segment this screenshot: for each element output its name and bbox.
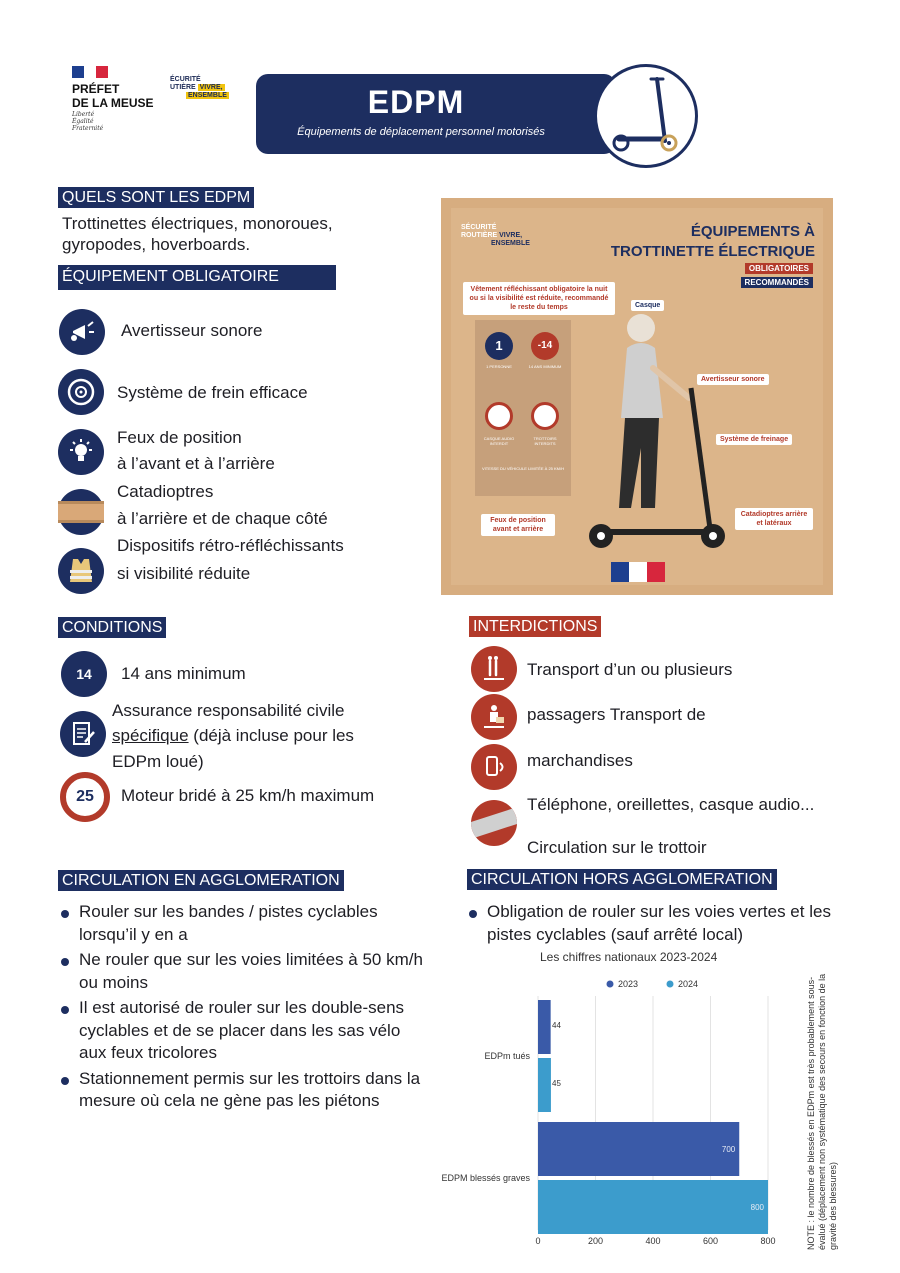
devise: Liberté Égalité Fraternité — [72, 111, 104, 132]
poster-pictogram-panel — [475, 320, 571, 496]
horn-icon — [59, 309, 105, 355]
edpm-line2: gyropodes, hoverboards. — [62, 235, 251, 254]
agglo-heading: CIRCULATION EN AGGLOMERATION — [58, 870, 344, 891]
chart-note: NOTE : le nombre de blessés en EDPm est très probablement sous-évalué (déplacement non systématique des secours en fonction de la gravité des blessures) — [806, 973, 838, 1250]
poster-flag-logo — [611, 562, 665, 582]
interdiction-line-5: Circulation sur le trottoir — [527, 838, 707, 857]
legend-marker-2023 — [607, 981, 614, 988]
poster-label-avertisseur: Avertisseur sonore — [697, 374, 769, 385]
conditions-heading: CONDITIONS — [58, 617, 166, 638]
no-phone-icon — [471, 744, 517, 790]
poster-label-casque-interdit: CASQUE AUDIO INTERDIT — [483, 436, 515, 446]
hors-agglo-list — [469, 901, 849, 949]
interdiction-line-2: passagers Transport de — [527, 705, 706, 724]
page-title: EDPM — [367, 84, 465, 120]
agglo-bullet-3: Il est autorisé de rouler sur les double-sens cyclables et de se placer dans les sas vélo aux feux tricolores — [61, 997, 431, 1065]
specifique-emphasis: spécifique — [112, 726, 189, 745]
conditions-item-speed: Moteur bridé à 25 km/h maximum — [121, 786, 375, 805]
conditions-item-insurance-b: spécifique (déjà incluse pour les — [112, 726, 354, 745]
poster-label-14ans: 14 ANS MINIMUM — [528, 364, 562, 369]
x-tick-label: 400 — [645, 1236, 661, 1246]
equipement-heading: ÉQUIPEMENT OBLIGATOIRE — [58, 265, 336, 290]
poster-label-trottoirs: TROTTOIRS INTERDITS — [533, 436, 557, 446]
category-label: EDPM blessés graves — [441, 1173, 530, 1183]
no-headphones-icon — [485, 402, 513, 430]
poster-badge-recommandes: RECOMMANDÉS — [741, 277, 813, 288]
securite-routiere-logo: ÉCURITÉ UTIÈRE VIVRE, ENSEMBLE — [170, 76, 227, 99]
poster-label-vetement: Vêtement réfléchissant obligatoire la nuit ou si la visibilité est réduite, recommandé le reste du temps — [463, 282, 615, 315]
bar-value-label: 44 — [552, 1021, 561, 1030]
poster-label-personne: 1 PERSONNE — [486, 364, 512, 369]
no-sidewalk-icon — [531, 402, 559, 430]
poster-label-catadioptres: Catadioptres arrière et latéraux — [735, 508, 813, 530]
poster-badge-obligatoires: OBLIGATOIRES — [745, 263, 813, 274]
poster-label-freinage: Système de freinage — [716, 434, 792, 445]
age-14-icon: 14 — [61, 651, 107, 697]
poster-label-casque: Casque — [631, 300, 664, 311]
edpm-line1: Trottinettes électriques, monoroues, — [62, 214, 333, 233]
agglo-bullet-1: Rouler sur les bandes / pistes cyclables lorsqu’il y en a — [61, 901, 431, 946]
hors-agglo-heading: CIRCULATION HORS AGGLOMERATION — [467, 869, 777, 890]
interdictions-heading: INTERDICTIONS — [469, 616, 601, 637]
interdiction-line-3: marchandises — [527, 751, 633, 770]
interdiction-line-1: Transport d’un ou plusieurs — [527, 660, 733, 679]
legend-label-2023: 2023 — [618, 979, 639, 989]
conditions-item-insurance-c: EDPm loué) — [112, 752, 204, 771]
conditions-item-age: 14 ans minimum — [121, 664, 246, 683]
bar-value-label: 800 — [750, 1203, 764, 1212]
republique-flag-logo — [72, 66, 108, 78]
equipement-item-lights-a: Feux de position — [117, 428, 242, 447]
scooter-icon — [594, 64, 698, 168]
bar-2023-0 — [538, 1000, 551, 1054]
brake-icon — [58, 369, 104, 415]
prefet-logo-text: PRÉFET DE LA MEUSE — [72, 82, 154, 110]
x-tick-label: 200 — [587, 1236, 604, 1246]
no-passenger-icon — [471, 646, 517, 692]
light-bulb-icon — [58, 429, 104, 475]
agglo-list — [61, 901, 431, 1116]
title-banner — [256, 74, 616, 154]
poster-secu-logo: SÉCURITÉ ROUTIÈRE VIVRE, ENSEMBLE — [461, 224, 530, 247]
bar-value-label: 700 — [721, 1145, 736, 1154]
rider-illustration — [571, 308, 751, 558]
equipement-item-reflectors-b: à l’arrière et de chaque côté — [117, 509, 328, 528]
bar-value-label: 45 — [552, 1079, 561, 1088]
no-sidewalk-circulation-icon — [471, 800, 517, 846]
equipement-item-reflectors-a: Catadioptres — [117, 482, 214, 501]
equipement-item-horn: Avertisseur sonore — [121, 321, 263, 340]
bar-2024-1 — [538, 1180, 768, 1234]
bar-2024-0 — [538, 1058, 551, 1112]
reflector-icon — [58, 489, 104, 535]
equipement-item-lights-b: à l’avant et à l’arrière — [117, 454, 275, 473]
x-tick-label: 600 — [702, 1236, 719, 1246]
no-goods-icon — [471, 694, 517, 740]
equipment-poster — [441, 198, 833, 595]
x-tick-label: 0 — [535, 1236, 541, 1246]
equipement-item-brake: Système de frein efficace — [117, 383, 308, 402]
minus-14-icon: -14 — [531, 332, 559, 360]
poster-label-vitesse: VITESSE DU VÉHICULE LIMITÉE À 25 KM/H — [481, 466, 565, 471]
agglo-bullet-2: Ne rouler que sur les voies limitées à 50 km/h ou moins — [61, 949, 431, 994]
category-label: EDPm tués — [484, 1051, 530, 1061]
agglo-bullet-4: Stationnement permis sur les trottoirs dans la mesure où cela ne gène pas les piétons — [61, 1068, 431, 1113]
poster-label-feux: Feux de position avant et arrière — [481, 514, 555, 536]
legend-label-2024: 2024 — [678, 979, 699, 989]
speed-limit-25-icon: 25 — [60, 772, 110, 822]
hors-agglo-bullet-1: Obligation de rouler sur les voies vertes et les pistes cyclables (sauf arrêté local) — [469, 901, 849, 946]
equipement-item-vest-a: Dispositifs rétro-réfléchissants — [117, 536, 344, 555]
insurance-document-icon — [60, 711, 106, 757]
legend-marker-2024 — [667, 981, 674, 988]
edpm-heading: QUELS SONT LES EDPM — [58, 187, 254, 208]
one-person-icon: 1 — [485, 332, 513, 360]
bar-2023-1 — [538, 1122, 739, 1176]
reflective-vest-icon — [58, 548, 104, 594]
chart — [420, 968, 800, 1258]
conditions-item-insurance-a: Assurance responsabilité civile — [112, 701, 345, 720]
page-subtitle: Équipements de déplacement personnel motorisés — [297, 126, 545, 138]
x-tick-label: 800 — [760, 1236, 776, 1246]
equipement-item-vest-b: si visibilité réduite — [117, 564, 251, 583]
interdiction-line-4: Téléphone, oreillettes, casque audio... — [527, 795, 815, 814]
poster-title: ÉQUIPEMENTS À TROTTINETTE ÉLECTRIQUE — [610, 223, 815, 260]
chart-title: Les chiffres nationaux 2023-2024 — [540, 950, 718, 964]
